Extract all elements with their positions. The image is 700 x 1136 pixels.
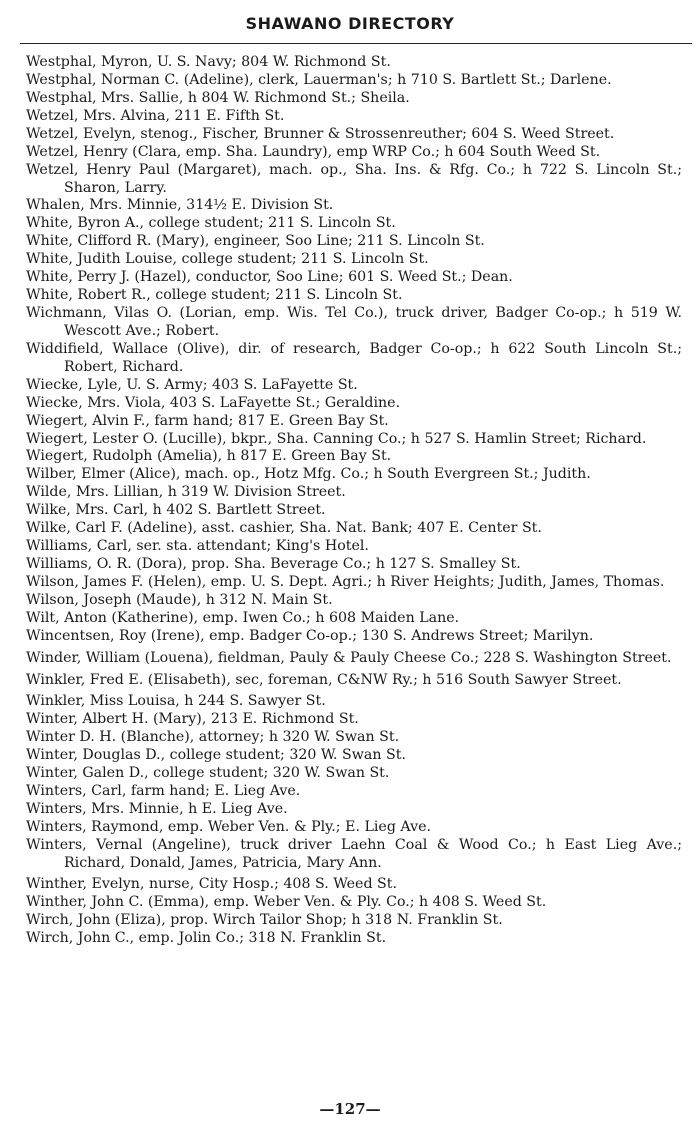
directory-entry: Winters, Raymond, emp. Weber Ven. & Ply.; E. Lieg Ave. — [26, 819, 432, 835]
directory-entry: Winter D. H. (Blanche), attorney; h 320 W. Swan St. — [26, 729, 400, 746]
directory-entry: White, Perry J. (Hazel), conductor, Soo Line; 601 S. Weed St.; Dean. — [26, 269, 513, 286]
directory-entry: Wilke, Carl F. (Adeline), asst. cashier, Sha. Nat. Bank; 407 E. Center St. — [26, 520, 542, 537]
directory-entry: Winters, Mrs. Minnie, h E. Lieg Ave. — [26, 801, 288, 818]
header-rule — [20, 43, 692, 44]
directory-entry: Whalen, Mrs. Minnie, 314½ E. Division St. — [26, 197, 334, 214]
directory-entry: Wirch, John C., emp. Jolin Co.; 318 N. Franklin St. — [26, 930, 387, 947]
directory-entry: Williams, O. R. (Dora), prop. Sha. Beverage Co.; h 127 S. Smalley St. — [26, 556, 521, 573]
directory-entry: Wetzel, Evelyn, stenog., Fischer, Brunner & Strossenreuther; 604 S. Weed Street. — [26, 125, 615, 142]
page-header-title: SHAWANO DIRECTORY — [245, 14, 455, 33]
directory-entry: White, Clifford R. (Mary), engineer, Soo Line; 211 S. Lincoln St. — [26, 233, 485, 250]
directory-entries — [26, 54, 682, 948]
directory-entry: Westphal, Myron, U. S. Navy; 804 W. Richmond St. — [26, 54, 391, 70]
directory-entry: Wetzel, Mrs. Alvina, 211 E. Fifth St. — [26, 107, 285, 124]
directory-entry: Winder, William (Louena), fieldman, Pauly & Pauly Cheese Co.; 228 S. Washington Street. — [26, 649, 672, 666]
directory-entry: Williams, Carl, ser. sta. attendant; King's Hotel. — [26, 538, 369, 555]
directory-entry: Winter, Douglas D., college student; 320 W. Swan St. — [26, 747, 406, 764]
directory-entry: Winter, Albert H. (Mary), 213 E. Richmond St. — [26, 711, 359, 728]
directory-entry: Wilde, Mrs. Lillian, h 319 W. Division Street. — [26, 484, 346, 501]
directory-entry: White, Judith Louise, college student; 211 S. Lincoln St. — [26, 251, 429, 268]
directory-entry: Wiecke, Lyle, U. S. Army; 403 S. LaFayette St. — [26, 376, 358, 393]
directory-entry: Wiegert, Rudolph (Amelia), h 817 E. Green Bay St. — [26, 448, 392, 465]
directory-entry: Wilke, Mrs. Carl, h 402 S. Bartlett Street. — [26, 502, 326, 519]
directory-entry: Winkler, Fred E. (Elisabeth), sec, foreman, C&NW Ry.; h 516 South Sawyer Street. — [26, 671, 622, 688]
directory-entry: Westphal, Mrs. Sallie, h 804 W. Richmond St.; Sheila. — [26, 89, 410, 106]
directory-entry: Wilt, Anton (Katherine), emp. Iwen Co.; h 608 Maiden Lane. — [26, 610, 460, 627]
directory-entry: Wincentsen, Roy (Irene), emp. Badger Co-op.; 130 S. Andrews Street; Marilyn. — [26, 628, 594, 645]
directory-entry: Winter, Galen D., college student; 320 W. Swan St. — [26, 765, 390, 782]
directory-entry: Wilson, Joseph (Maude), h 312 N. Main St. — [26, 592, 333, 609]
directory-entry: Widdifield, Wallace (Olive), dir. of research, Badger Co-op.; h 622 South Lincoln St.; Robert, Richard. — [26, 340, 682, 375]
directory-entry: Wiegert, Alvin F., farm hand; 817 E. Green Bay St. — [26, 412, 389, 429]
directory-entry: White, Robert R., college student; 211 S. Lincoln St. — [26, 287, 403, 304]
directory-entry: Winters, Carl, farm hand; E. Lieg Ave. — [26, 783, 301, 800]
directory-entry: Winters, Vernal (Angeline), truck driver Laehn Coal & Wood Co.; h East Lieg Ave.; Richard, Donald, James, Patricia, Mary Ann. — [26, 836, 682, 871]
page-number: —127— — [319, 1100, 381, 1118]
directory-entry: Wiecke, Mrs. Viola, 403 S. LaFayette St.; Geraldine. — [26, 394, 401, 411]
directory-entry: Wiegert, Lester O. (Lucille), bkpr., Sha. Canning Co.; h 527 S. Hamlin Street; Richard. — [26, 430, 647, 447]
directory-entry: Wetzel, Henry (Clara, emp. Sha. Laundry), emp WRP Co.; h 604 South Weed St. — [26, 143, 601, 160]
directory-entry: Winther, John C. (Emma), emp. Weber Ven. & Ply. Co.; h 408 S. Weed St. — [26, 894, 547, 911]
directory-entry: Wirch, John (Eliza), prop. Wirch Tailor Shop; h 318 N. Franklin St. — [26, 912, 503, 929]
directory-entry: Winkler, Miss Louisa, h 244 S. Sawyer St. — [26, 693, 326, 710]
directory-entry: Wetzel, Henry Paul (Margaret), mach. op., Sha. Ins. & Rfg. Co.; h 722 S. Lincoln St.; Sharon, Larry. — [26, 161, 682, 196]
directory-entry: Wichmann, Vilas O. (Lorian, emp. Wis. Tel Co.), truck driver, Badger Co-op.; h 519 W. Wescott Ave.; Robert. — [26, 305, 682, 339]
directory-entry: Westphal, Norman C. (Adeline), clerk, Lauerman's; h 710 S. Bartlett St.; Darlene. — [26, 71, 612, 88]
directory-entry: White, Byron A., college student; 211 S. Lincoln St. — [26, 215, 396, 232]
directory-entry: Winther, Evelyn, nurse, City Hosp.; 408 S. Weed St. — [26, 876, 397, 893]
directory-entry: Wilson, James F. (Helen), emp. U. S. Dept. Agri.; h River Heights; Judith, James, Thomas. — [26, 574, 665, 591]
directory-entry: Wilber, Elmer (Alice), mach. op., Hotz Mfg. Co.; h South Evergreen St.; Judith. — [26, 466, 591, 483]
